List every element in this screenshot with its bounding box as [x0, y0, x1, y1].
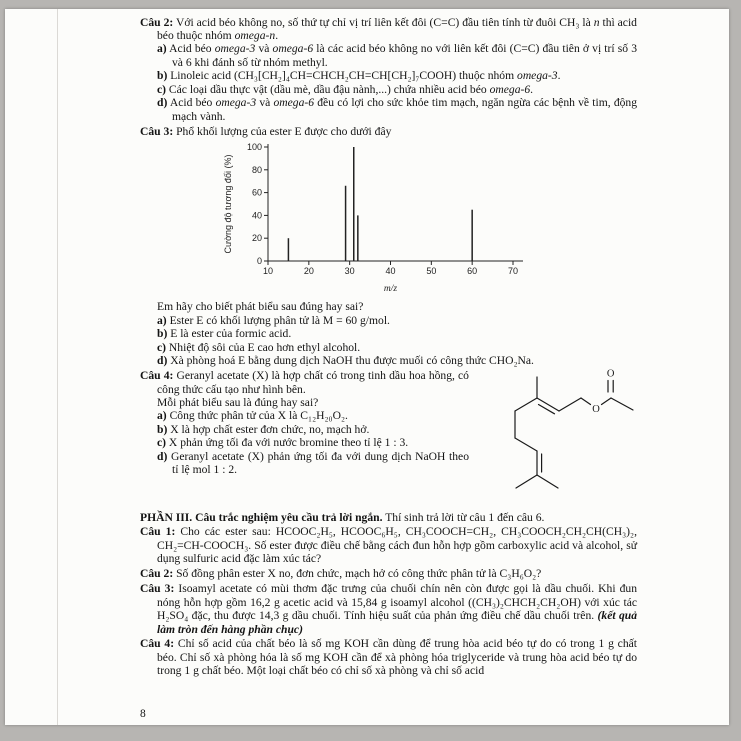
skeletal-bonds — [515, 377, 633, 488]
geranyl-acetate-skeleton — [475, 365, 653, 505]
y-tick-label: 40 — [251, 210, 262, 221]
styled-text: omega-6 — [489, 82, 531, 96]
y-tick-label: 80 — [251, 164, 262, 175]
question-block — [140, 525, 637, 565]
styled-text: omega-6 — [272, 42, 314, 56]
question-text: Câu 1: Cho các ester sau: HCOOC₂H₅, HCOOC₆H₅, CH₃COOCH=CH₂, CH₃COOCH₂CH₂CH(CH₃)₂, CH₂=CH-COOCH₃. Số ester được điều chế bằng cách đun hỗn hợp gồm carboxylic acid và alcohol, sử dụng sulfuric acid đặc làm xúc tác? — [140, 525, 637, 566]
option-line: c) X phản ứng tối đa với nước bromine theo tỉ lệ 1 : 3. — [157, 436, 409, 450]
question-number: Câu 2: — [140, 567, 174, 581]
option-label: a) — [157, 313, 167, 327]
option-line: b) X là hợp chất ester đơn chức, no, mạch hở. — [157, 422, 370, 436]
x-tick-label: 40 — [385, 265, 396, 276]
question-text: Câu 4: Geranyl acetate (X) là hợp chất có trong tinh dầu hoa hồng, có công thức cấu tạo như hình bên. — [140, 369, 469, 396]
x-tick-label: 20 — [303, 265, 314, 276]
y-tick-label: 60 — [251, 187, 262, 198]
styled-text: n — [593, 15, 600, 29]
x-tick-label: 70 — [507, 265, 519, 276]
option-line: c) Các loại dầu thực vật (dầu mè, dầu đậu nành,...) chứa nhiều acid béo omega-6. — [157, 82, 534, 96]
section-heading: PHẦN III. Câu trắc nghiệm yêu cầu trả lời ngắn. Thí sinh trả lời từ câu 1 đến câu 6. — [140, 510, 545, 524]
question-text: Câu 2: Số đồng phân ester X no, đơn chức, mạch hở có công thức phân tử là C₃H₆O₂? — [140, 567, 542, 581]
question-number: Câu 3: — [140, 124, 174, 138]
question-number: Câu 1: — [140, 525, 176, 539]
question-block — [140, 567, 637, 580]
styled-text: omega-3 — [517, 69, 558, 83]
option-label: b) — [157, 422, 168, 436]
x-tick-label: 10 — [262, 265, 274, 276]
option-line: a) Ester E có khối lượng phân tử là M = 60 g/mol. — [157, 313, 390, 327]
question-line: Mỗi phát biểu sau là đúng hay sai? — [157, 395, 319, 409]
option-label: b) — [157, 327, 168, 341]
option-line: c) Nhiệt độ sôi của E cao hơn ethyl alcohol. — [157, 340, 361, 354]
option-label: c) — [157, 82, 167, 96]
styled-text: (kết quả làm tròn đến hàng phần chục) — [157, 609, 637, 636]
option-line: d) Xà phòng hoá E bằng dung dịch NaOH thu được muối có công thức CHO₂Na. — [157, 354, 534, 368]
y-tick-label: 20 — [251, 233, 262, 244]
styled-text: omega-3 — [214, 42, 256, 56]
question-number: Câu 2: — [140, 15, 174, 29]
section-title: PHẦN III. Câu trắc nghiệm yêu cầu trả lời ngắn. — [140, 510, 383, 524]
styled-text: omega-3 — [215, 96, 257, 110]
x-tick-label: 30 — [344, 265, 355, 276]
text-line: Em hãy cho biết phát biểu sau đúng hay sai? — [157, 300, 364, 314]
page-number: 8 — [140, 708, 146, 720]
x-tick-label: 50 — [426, 265, 437, 276]
mass-spectrum-chart — [220, 141, 560, 295]
x-axis-title: m/z — [383, 283, 398, 294]
question-number: Câu 4: — [140, 369, 174, 383]
molecule-structure — [475, 365, 653, 508]
y-axis-title: Cường độ tương đối (%) — [223, 154, 233, 254]
option-label: d) — [157, 354, 168, 368]
styled-text: omega-6 — [273, 96, 315, 110]
option-line: b) Linoleic acid (CH₃[CH₂]₄CH=CHCH₂CH=CH[CH₂]₇COOH) thuộc nhóm omega-3. — [157, 69, 561, 83]
ester-oxygen-label: O — [592, 404, 600, 416]
document-page — [5, 9, 729, 725]
question-text: Câu 3: Phổ khối lượng của ester E được cho dưới đây — [140, 124, 392, 138]
option-label: a) — [157, 409, 167, 423]
question-block — [140, 582, 637, 636]
option-label: c) — [157, 340, 167, 354]
carbonyl-oxygen-label: O — [606, 368, 615, 380]
question-block — [140, 16, 637, 124]
question-text: Câu 2: Với acid béo không no, số thứ tự chỉ vị trí liên kết đôi (C=C) đầu tiên tính từ đuôi CH₃ là n thì acid béo thuộc nhóm omega-n. — [140, 15, 637, 42]
question-block — [140, 637, 637, 677]
option-label: c) — [157, 436, 167, 450]
scan-artifact-line — [57, 9, 58, 725]
option-label: d) — [157, 96, 168, 110]
option-label: d) — [157, 449, 168, 463]
option-line: a) Acid béo omega-3 và omega-6 là các acid béo không no với liên kết đôi (C=C) đầu tiên ở vị trí số 3 và 6 khi đánh số từ nhóm methyl. — [157, 42, 637, 69]
question-text: Câu 4: Chỉ số acid của chất béo là số mg KOH cần dùng để trung hòa acid béo tự do có trong 1 g chất béo. Chỉ số xà phòng hóa là số mg KOH cần để xà phòng hóa triglyceride và trung hòa acid béo tự do trong 1 g chất béo. Một loại chất béo có chỉ số xà phòng và chỉ số acid — [140, 637, 637, 678]
option-line: b) E là ester của formic acid. — [157, 327, 292, 341]
page-content — [140, 14, 637, 678]
option-label: a) — [157, 42, 167, 56]
option-line: d) Geranyl acetate (X) phản ứng tối đa với dung dịch NaOH theo tỉ lệ mol 1 : 2. — [157, 449, 469, 477]
x-tick-label: 60 — [467, 265, 478, 276]
option-line: a) Công thức phân tử của X là C₁₂H₂₀O₂. — [157, 409, 348, 423]
question-number: Câu 3: — [140, 582, 175, 596]
option-label: b) — [157, 69, 168, 83]
question-block — [140, 369, 637, 477]
question-block — [140, 125, 637, 138]
y-tick-label: 0 — [256, 255, 262, 266]
y-tick-label: 100 — [246, 141, 262, 152]
question-number: Câu 4: — [140, 637, 175, 651]
question-text: Câu 3: Isoamyl acetate có mùi thơm đặc trưng của chuối chín nên còn được gọi là dầu chuối. Khi đun nóng hỗn hợp gồm 16,2 g acetic acid và 15,84 g isoamyl alcohol ((CH₃)₂CHCH₂CH₂OH) với xúc tác H₂SO₄ đặc, thu được 14,3 g dầu chuối. Tính hiệu suất của phản ứng điều chế dầu chuối trên. (kết quả làm tròn đến hàng phần chục) — [140, 582, 637, 636]
option-line: d) Acid béo omega-3 và omega-6 đều có lợi cho sức khỏe tim mạch, ngăn ngừa các bệnh về tim, động mạch vành. — [157, 96, 638, 123]
mass-spectrum-figure — [220, 141, 637, 298]
styled-text: omega-n — [234, 28, 276, 42]
